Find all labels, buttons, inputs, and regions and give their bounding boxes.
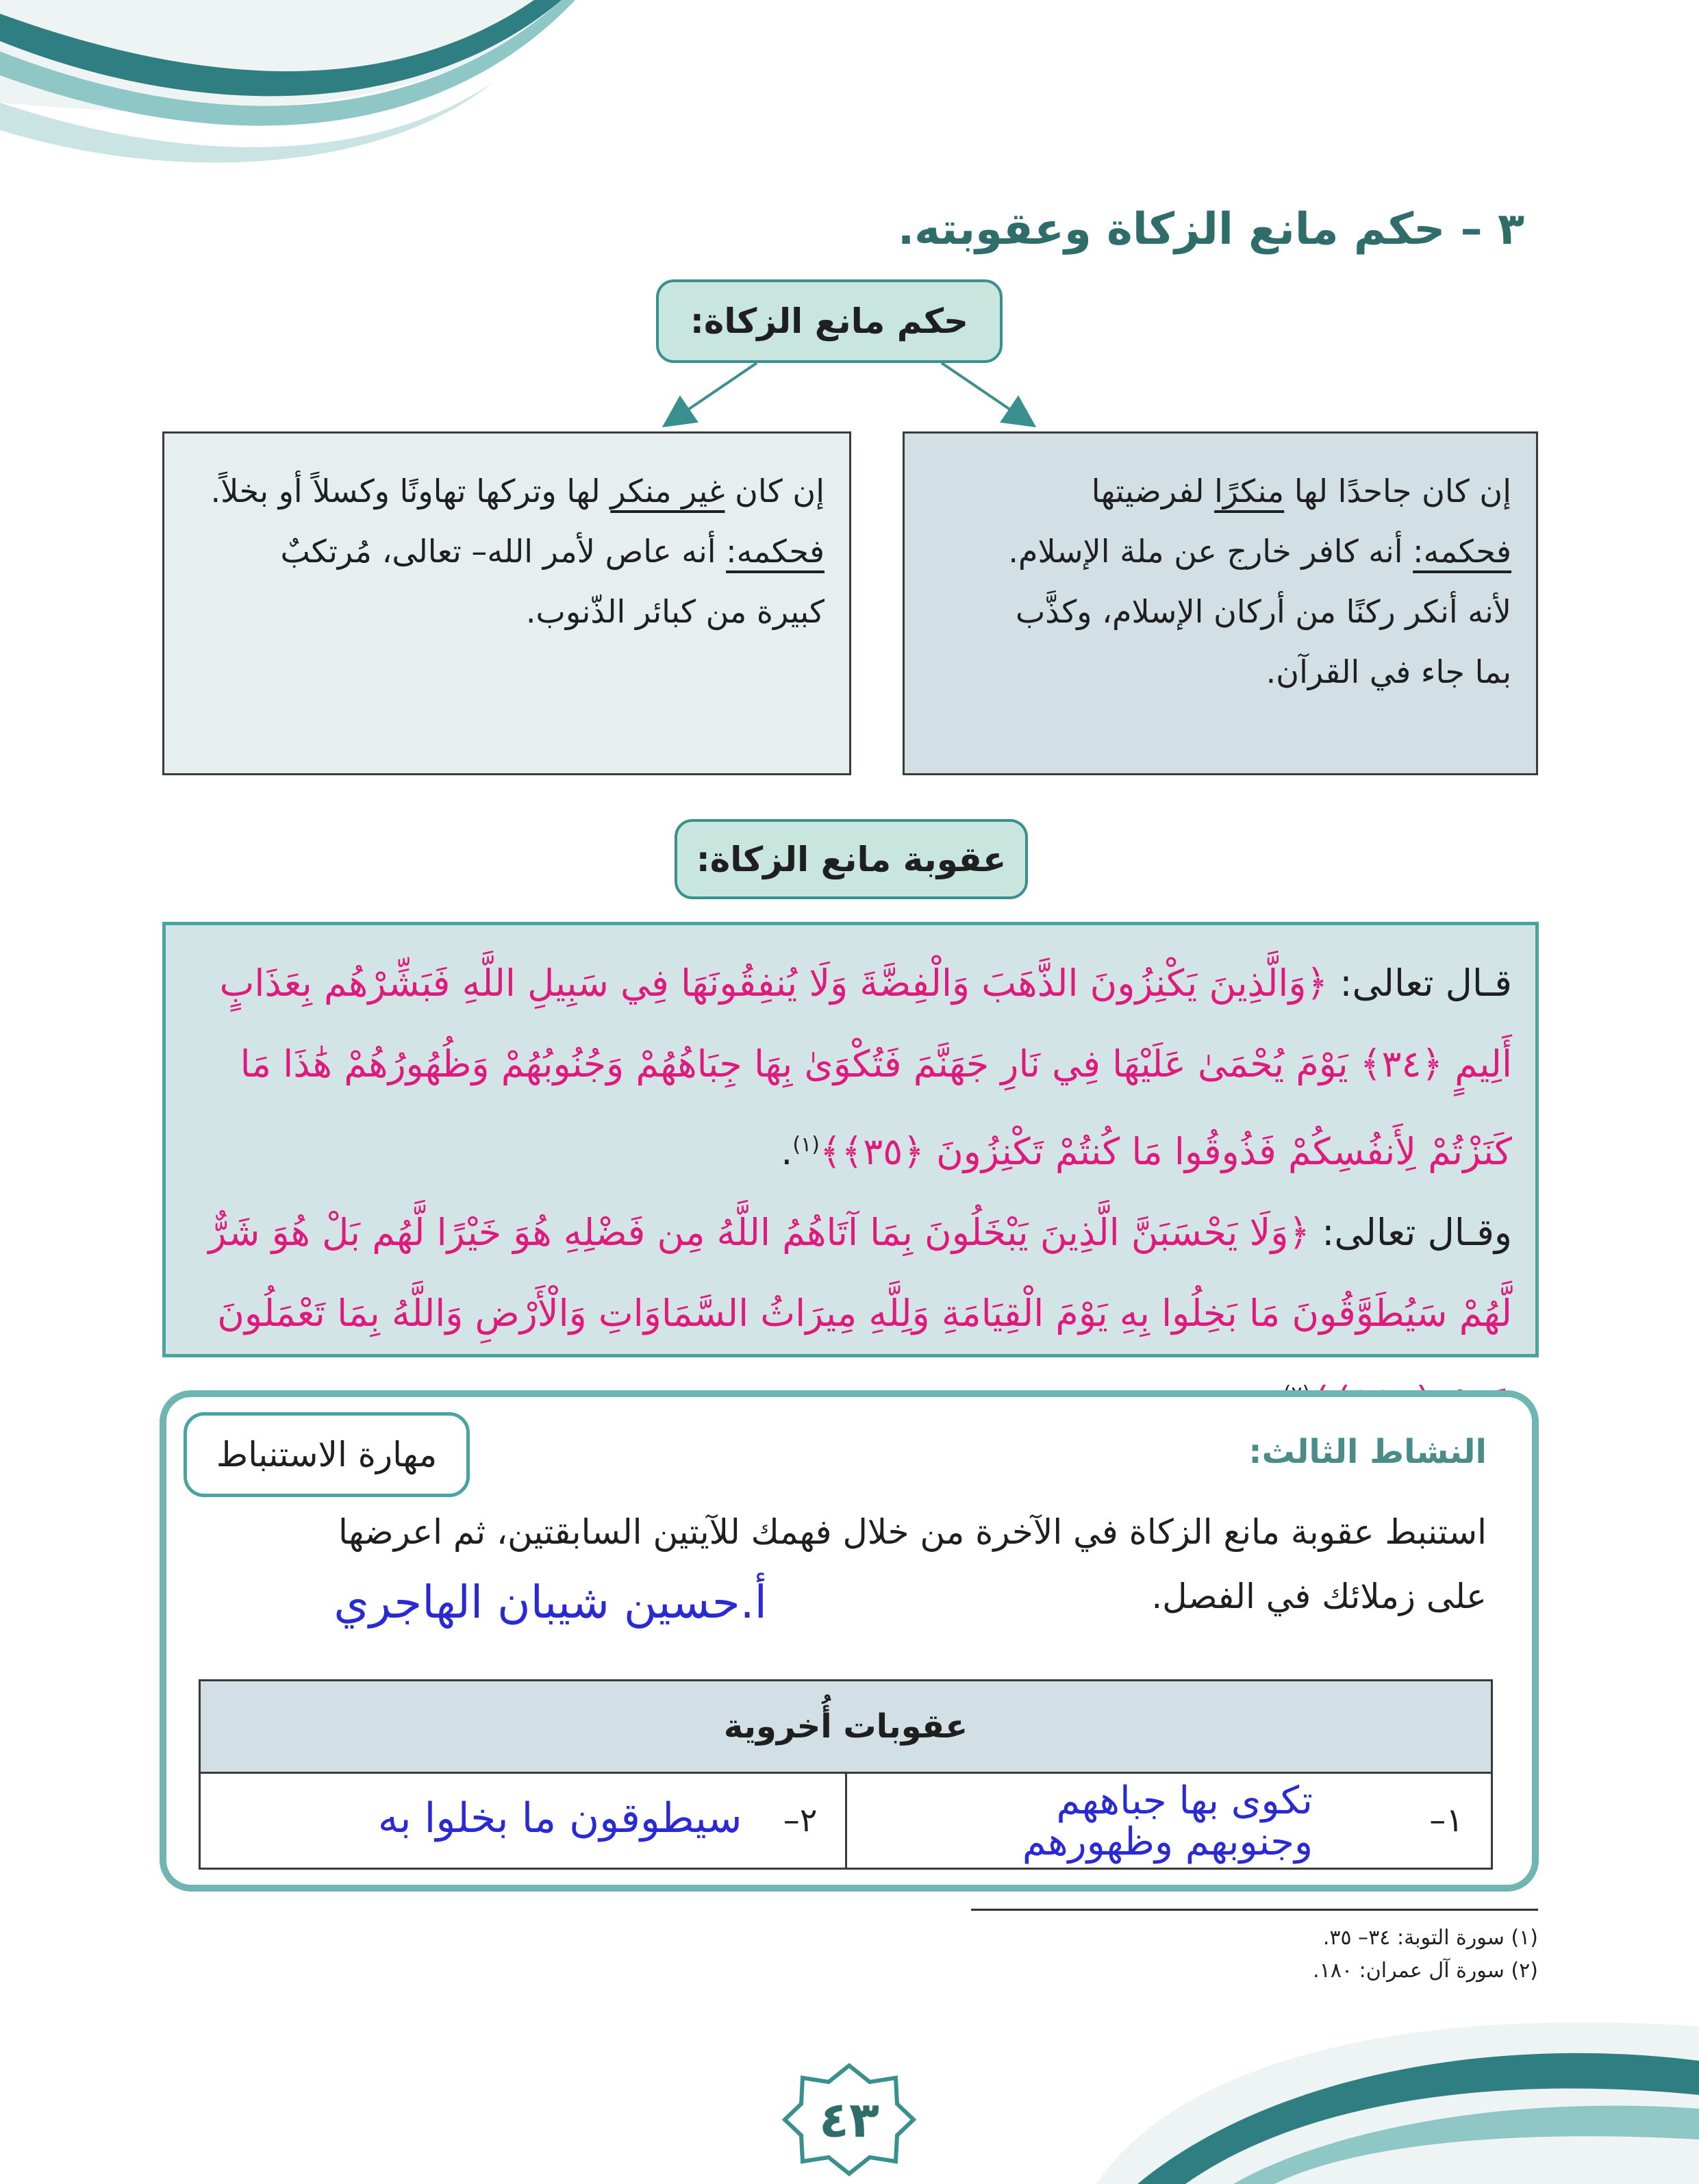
neglecter-line-2: فحكمه: أنه عاص لأمر الله– تعالى، مُرتكبٌ [280, 533, 825, 570]
skill-badge: مهارة الاستنباط [184, 1412, 470, 1497]
footnote-divider [971, 1909, 1538, 1911]
table-cell-2[interactable] [200, 1773, 846, 1869]
verses-box [162, 922, 1539, 1357]
handwritten-name: أ.حسين شيبان الهاجري [333, 1576, 767, 1629]
decorative-corner-top [0, 0, 685, 205]
punishment-label: عقوبة مانع الزكاة: [675, 819, 1028, 899]
verse-1: قـال تعالى: ﴿وَالَّذِينَ يَكْنِزُونَ الذَّهَبَ وَالْفِضَّةَ وَلَا يُنفِقُونَهَا فِي سَبِيلِ اللَّهِ فَبَشِّرْهُم بِعَذَابٍ أَلِيمٍ ﴿٣٤﴾ يَوْمَ يُحْمَىٰ عَلَيْهَا فِي نَارِ جَهَنَّمَ فَتُكْوَىٰ بِهَا جِبَاهُهُمْ وَجُنُوبُهُمْ وَظُهُورُهُمْ هَٰذَا مَا كَنَزْتُمْ لِأَنفُسِكُمْ فَذُوقُوا مَا كُنتُمْ تَكْنِزُونَ ﴿٣٥﴾﴾$^{(١)}$. [219, 962, 1512, 1173]
table-cell-1[interactable] [846, 1773, 1492, 1869]
footnote-2: (٢) سورة آل عمران: ١٨٠. [1313, 1959, 1538, 1983]
section-title: ٣ – حكم مانع الزكاة وعقوبته. [897, 204, 1524, 255]
denier-line-4: بما جاء في القرآن. [1266, 653, 1511, 690]
answer-2: سيطوقون ما بخلوا به [377, 1794, 742, 1842]
ruling-label: حكم مانع الزكاة: [656, 279, 1003, 363]
verse-2: وقـال تعالى: ﴿وَلَا يَحْسَبَنَّ الَّذِينَ يَبْخَلُونَ بِمَا آتَاهُمُ اللَّهُ مِن فَضْلِهِ هُوَ خَيْرًا لَّهُم بَلْ هُوَ شَرٌّ لَّهُمْ سَيُطَوَّقُونَ مَا بَخِلُوا بِهِ يَوْمَ الْقِيَامَةِ وَلِلَّهِ مِيرَاثُ السَّمَاوَاتِ وَالْأَرْضِ وَاللَّهُ بِمَا تَعْمَلُونَ [208, 1211, 1512, 1335]
answer-1: تكوى بها جباههم وجنوبهم وظهورهم [1022, 1779, 1313, 1864]
denier-line-2: فحكمه: أنه كافر خارج عن ملة الإسلام. [1008, 533, 1511, 570]
neglecter-line-3: كبيرة من كبائر الذّنوب. [525, 593, 825, 630]
instruction-line-1: استنبط عقوبة مانع الزكاة في الآخرة من خلال فهمك للآيتين السابقتين، ثم اعرضها [338, 1512, 1487, 1552]
denier-line-1: إن كان جاحدًا لها منكرًا لفرضيتها [1091, 473, 1511, 510]
decorative-corner-bottom [1096, 1979, 1699, 2184]
item-number: ١– [1429, 1801, 1463, 1840]
neglecter-line-1: إن كان غير منكر لها وتركها تهاونًا وكسلاً أو بخلاً. [210, 473, 825, 510]
item-number: ٢– [783, 1801, 818, 1840]
afterlife-punishments-table [199, 1679, 1493, 1870]
ruling-denier-box [903, 431, 1538, 775]
activity-title: النشاط الثالث: [1248, 1433, 1487, 1471]
page-number: ٤٣ [819, 2091, 879, 2148]
instruction-line-2: على زملائك في الفصل. [1151, 1577, 1487, 1616]
ruling-neglecter-box [162, 431, 851, 775]
footnote-1: (١) سورة التوبة: ٣٤– ٣٥. [1322, 1926, 1538, 1950]
table-header: عقوبات أُخروية [200, 1681, 1492, 1773]
denier-line-3: لأنه أنكر ركنًا من أركان الإسلام، وكذَّب [1015, 593, 1511, 630]
